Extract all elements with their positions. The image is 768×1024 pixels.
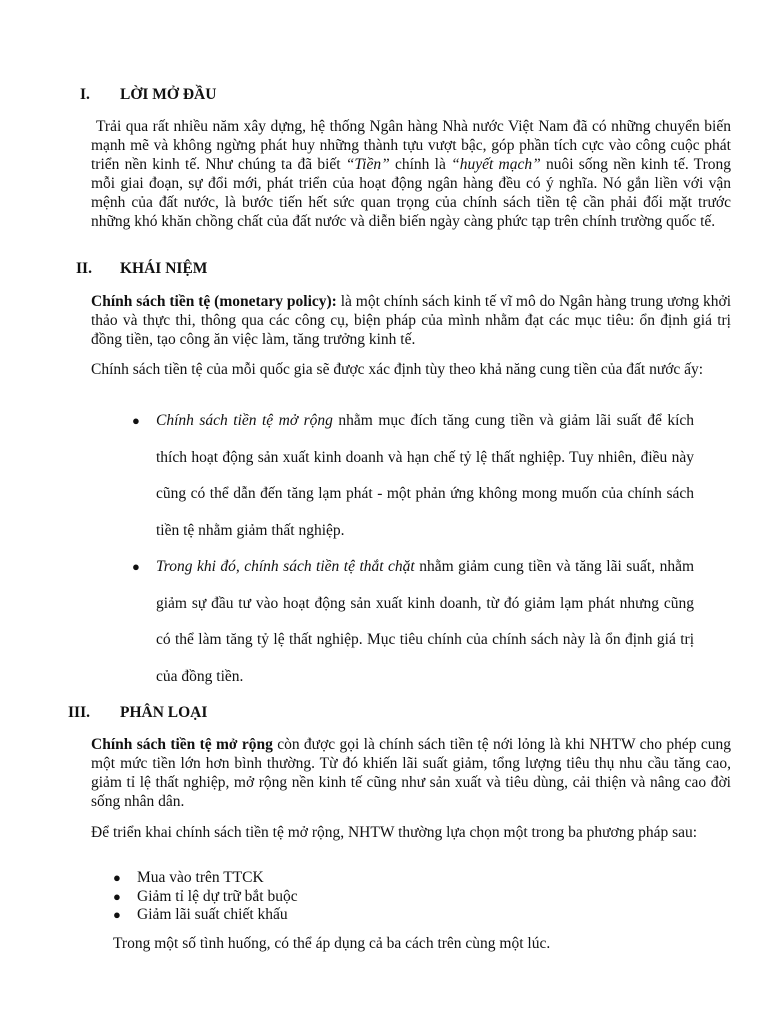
concept-definition: Chính sách tiền tệ (monetary policy): là một chính sách kinh tế vĩ mô do Ngân hàng trung ương khởi thảo và thực thi, thông qua các công cụ, biện pháp của mình nhằm đạt các mục tiêu: ổn định giá trị đồng tiền, tạo công ăn việc làm, tăng trưởng kinh tế.: [91, 293, 732, 348]
section-heading-2: [76, 260, 376, 280]
list-item: ● Giảm tỉ lệ dự trữ bắt buộc: [113, 887, 298, 905]
classify-closing: Trong một số tình huống, có thể áp dụng cả ba cách trên cùng một lúc.: [113, 935, 551, 952]
classify-definition: Chính sách tiền tệ mở rộng còn được gọi là chính sách tiền tệ nới lỏng là khi NHTW cho phép cung một mức tiền lớn hơn bình thường. Từ đó khiến lãi suất giảm, tổng lượng tiêu thụ nhu cầu tăng cao, giảm tỉ lệ thất nghiệp, mở rộng nền kinh tế cũng như sản xuất và tiêu dùng, cải thiện và nâng cao đời sống nhân dân.: [91, 736, 731, 810]
section-title: LỜI MỞ ĐẦU: [120, 86, 217, 103]
section-heading-3: [68, 704, 368, 724]
classify-term: Chính sách tiền tệ mở rộng: [91, 736, 273, 753]
list-item: ● Giảm lãi suất chiết khấu: [113, 906, 288, 923]
section-number: I.: [80, 86, 90, 103]
intro-paragraph: Trải qua rất nhiều năm xây dựng, hệ thống Ngân hàng Nhà nước Việt Nam đã có những chuyển biến mạnh mẽ và không ngừng phát huy những thành tựu vượt bậc, góp phần tích cực vào công cuộc phát triển nền kinh tế. Như chúng ta đã biết “Tiền” chính là “huyết mạch” nuôi sống nền kinh tế. Trong mỗi giai đoạn, sự đổi mới, phát triển của hoạt động ngân hàng đều có ý nghĩa. Nó gắn liền với vận mệnh của đất nước, là bước tiến hết sức quan trọng của chính sách tiền tệ cần phải đối mặt trước những khó khăn chồng chất của đất nước và diễn biến ngày càng phức tạp trên chính trường quốc tế.: [91, 118, 731, 230]
classify-methods-intro: Để triển khai chính sách tiền tệ mở rộng, NHTW thường lựa chọn một trong ba phương pháp sau:: [91, 824, 698, 841]
bullet-icon: ●: [113, 888, 121, 904]
bullet-icon: ●: [113, 870, 121, 885]
quote-tien: “Tiền”: [345, 156, 390, 173]
bullet-icon: ●: [132, 413, 140, 428]
section-heading-1: [80, 86, 380, 106]
section-title: PHÂN LOẠI: [120, 704, 208, 721]
concept-term: Chính sách tiền tệ (monetary policy):: [91, 293, 337, 310]
concept-bullet-expansionary: ● Chính sách tiền tệ mở rộng nhằm mục đích tăng cung tiền và giảm lãi suất để kích thích hoạt động sản xuất kinh doanh và hạn chế tỷ lệ thất nghiệp. Tuy nhiên, điều này cũng có thể dẫn đến tăng lạm phát - một phản ứng không mong muốn của chính sách tiền tệ nhằm giảm thất nghiệp.: [156, 403, 694, 549]
section-number: III.: [68, 704, 90, 721]
concept-intro: Chính sách tiền tệ của mỗi quốc gia sẽ được xác định tùy theo khả năng cung tiền của đất nước ấy:: [91, 361, 704, 378]
concept-bullet-contractionary: ● Trong khi đó, chính sách tiền tệ thắt chặt nhằm giảm cung tiền và tăng lãi suất, nhằm giảm sự đầu tư vào hoạt động sản xuất kinh doanh, từ đó giảm lạm phát nhưng cũng có thể làm tăng tỷ lệ thất nghiệp. Mục tiêu chính của chính sách này là ổn định giá trị của đồng tiền.: [156, 549, 694, 695]
methods-list: [113, 869, 513, 925]
quote-huyet-mach: “huyết mạch”: [451, 156, 541, 173]
bullet-icon: ●: [113, 907, 121, 922]
section-number: II.: [76, 260, 92, 277]
bullet-icon: ●: [132, 559, 140, 574]
section-title: KHÁI NIỆM: [120, 260, 208, 277]
list-item: ● Mua vào trên TTCK: [113, 869, 264, 886]
